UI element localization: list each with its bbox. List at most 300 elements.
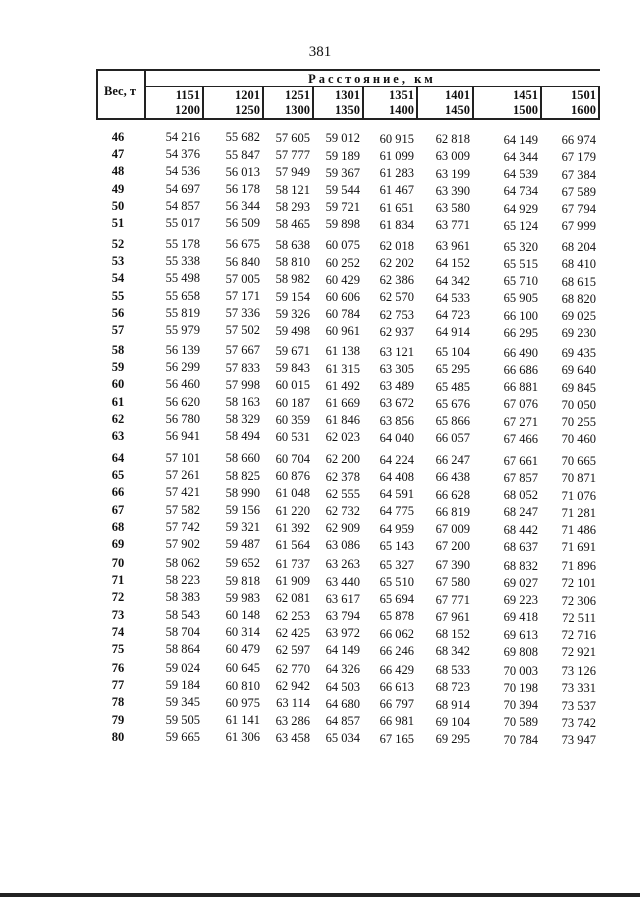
value-cell: 67 466 — [503, 431, 538, 446]
value-cell: 56 299 — [165, 360, 200, 375]
value-cell: 57 421 — [165, 485, 200, 500]
value-cell: 66 100 — [503, 308, 538, 323]
column-header-to: 1400 — [389, 103, 414, 117]
weight-cell: 73 — [111, 607, 125, 622]
value-cell: 64 539 — [503, 167, 538, 182]
value-cell: 63 114 — [276, 696, 310, 711]
value-cell: 61 651 — [379, 200, 414, 215]
value-cell: 62 378 — [325, 469, 360, 484]
value-cell: 62 023 — [325, 430, 360, 445]
weight-cell: 67 — [111, 502, 125, 517]
value-cell: 61 392 — [275, 520, 310, 535]
value-cell: 59 898 — [325, 217, 360, 232]
value-cell: 73 742 — [561, 715, 596, 730]
value-cell: 58 223 — [165, 573, 200, 588]
value-cell: 69 027 — [503, 575, 538, 590]
value-cell: 62 937 — [379, 324, 414, 339]
value-cell: 58 825 — [225, 468, 260, 483]
value-cell: 57 833 — [225, 360, 260, 375]
value-cell: 58 293 — [275, 199, 310, 214]
value-cell: 66 057 — [435, 431, 470, 446]
value-cell: 69 640 — [561, 363, 596, 378]
value-cell: 68 637 — [503, 539, 538, 554]
value-cell: 64 342 — [435, 273, 470, 288]
weight-cell: 49 — [111, 181, 125, 196]
value-cell: 71 076 — [561, 488, 596, 503]
value-cell: 63 286 — [275, 713, 310, 728]
value-cell: 60 810 — [225, 678, 260, 693]
weight-cell: 47 — [111, 147, 125, 162]
value-cell: 68 247 — [503, 505, 538, 520]
value-cell: 63 856 — [379, 413, 414, 428]
value-cell: 67 580 — [435, 575, 470, 590]
header-top-rule — [96, 69, 600, 71]
value-cell: 68 204 — [561, 240, 596, 255]
weight-cell: 61 — [111, 394, 125, 409]
value-cell: 66 246 — [379, 643, 414, 658]
value-cell: 57 336 — [225, 306, 260, 321]
value-cell: 63 305 — [379, 362, 414, 376]
value-cell: 60 531 — [275, 429, 310, 444]
value-cell: 62 200 — [325, 452, 360, 467]
column-header-divider — [472, 87, 474, 118]
value-cell: 56 013 — [225, 164, 260, 179]
value-cell: 60 606 — [325, 289, 360, 304]
value-cell: 60 876 — [275, 469, 310, 484]
value-cell: 59 156 — [225, 503, 260, 518]
value-cell: 61 909 — [275, 574, 310, 589]
weight-cell: 75 — [111, 642, 125, 656]
value-cell: 67 200 — [435, 539, 470, 554]
weight-cell: 57 — [111, 323, 125, 337]
weight-cell: 65 — [111, 468, 125, 483]
value-cell: 70 871 — [561, 471, 596, 486]
value-cell: 61 306 — [225, 730, 260, 745]
value-cell: 60 915 — [379, 131, 414, 146]
value-cell: 62 425 — [275, 625, 310, 640]
value-cell: 66 881 — [503, 380, 538, 395]
value-cell: 59 326 — [275, 306, 310, 321]
value-cell: 57 101 — [165, 451, 200, 465]
value-cell: 60 075 — [325, 238, 360, 253]
value-cell: 67 271 — [503, 414, 538, 429]
value-cell: 66 613 — [379, 680, 414, 694]
value-cell: 59 189 — [325, 148, 360, 163]
value-cell: 60 187 — [275, 395, 310, 410]
value-cell: 66 429 — [379, 662, 414, 677]
value-cell: 64 503 — [325, 679, 360, 694]
value-cell: 55 819 — [165, 305, 200, 320]
value-cell: 64 344 — [503, 149, 538, 164]
value-cell: 64 533 — [435, 290, 470, 305]
value-cell: 69 808 — [503, 644, 538, 659]
value-cell: 67 165 — [379, 731, 414, 746]
value-cell: 59 505 — [165, 712, 200, 727]
value-cell: 73 126 — [561, 664, 596, 679]
value-cell: 62 386 — [379, 273, 414, 288]
value-cell: 73 947 — [561, 732, 596, 747]
weight-cell: 63 — [111, 429, 125, 443]
value-cell: 60 645 — [225, 661, 260, 676]
value-cell: 59 184 — [165, 678, 200, 693]
value-cell: 63 458 — [275, 730, 310, 745]
value-cell: 68 410 — [561, 257, 596, 272]
value-cell: 58 383 — [165, 590, 200, 605]
value-cell: 64 040 — [379, 430, 414, 445]
column-header-from: 1201 — [235, 88, 260, 102]
value-cell: 56 460 — [165, 377, 200, 392]
value-cell: 66 438 — [435, 470, 470, 485]
value-cell: 58 660 — [225, 451, 260, 466]
value-cell: 61 737 — [275, 556, 310, 571]
value-cell: 57 998 — [225, 377, 260, 392]
value-cell: 59 843 — [275, 361, 310, 376]
value-cell: 62 942 — [275, 679, 310, 694]
value-cell: 59 498 — [275, 323, 310, 338]
value-cell: 65 905 — [503, 291, 538, 306]
value-cell: 65 320 — [503, 239, 538, 254]
value-cell: 63 121 — [379, 344, 414, 359]
value-cell: 65 515 — [503, 256, 538, 271]
value-cell: 54 216 — [165, 130, 200, 144]
value-cell: 55 682 — [225, 130, 260, 145]
column-header-to: 1300 — [285, 103, 310, 117]
value-cell: 69 295 — [435, 732, 470, 747]
value-cell: 59 367 — [325, 165, 360, 180]
value-cell: 60 429 — [325, 272, 360, 287]
value-cell: 60 252 — [325, 255, 360, 270]
value-cell: 56 620 — [165, 394, 200, 409]
value-cell: 62 732 — [325, 503, 360, 518]
value-cell: 67 179 — [561, 150, 596, 165]
column-header-from: 1351 — [389, 88, 414, 102]
value-cell: 63 199 — [435, 166, 470, 181]
weight-cell: 72 — [111, 590, 125, 605]
value-cell: 59 671 — [275, 343, 310, 358]
value-cell: 64 680 — [325, 696, 360, 711]
value-cell: 68 152 — [435, 627, 470, 642]
value-cell: 65 124 — [503, 218, 538, 233]
value-cell: 67 009 — [435, 522, 470, 537]
value-cell: 61 283 — [379, 166, 414, 181]
value-cell: 61 220 — [275, 503, 310, 518]
value-cell: 55 338 — [165, 254, 200, 269]
value-cell: 58 465 — [275, 216, 310, 231]
column-header-from: 1451 — [513, 88, 538, 102]
value-cell: 60 359 — [275, 412, 310, 427]
value-cell: 63 672 — [379, 396, 414, 411]
value-cell: 63 794 — [325, 608, 360, 623]
value-cell: 56 509 — [225, 216, 260, 231]
value-cell: 68 533 — [435, 663, 470, 678]
value-cell: 65 327 — [379, 557, 414, 572]
value-cell: 64 326 — [325, 662, 360, 677]
weight-cell: 50 — [111, 198, 125, 213]
value-cell: 67 589 — [561, 184, 596, 199]
column-header-to: 1250 — [235, 103, 260, 117]
value-cell: 57 502 — [225, 323, 260, 338]
value-cell: 60 975 — [225, 695, 260, 710]
value-cell: 68 723 — [435, 680, 470, 695]
value-cell: 56 941 — [165, 429, 200, 443]
header-bottom-rule — [96, 118, 600, 120]
value-cell: 56 344 — [225, 199, 260, 214]
column-header-from: 1251 — [285, 88, 310, 102]
value-cell: 59 721 — [325, 200, 360, 215]
value-cell: 59 024 — [165, 661, 200, 675]
value-cell: 61 492 — [325, 378, 360, 393]
value-cell: 64 723 — [435, 308, 470, 323]
value-cell: 63 972 — [325, 626, 360, 641]
value-cell: 64 408 — [379, 470, 414, 484]
value-cell: 58 990 — [225, 485, 260, 500]
value-cell: 65 034 — [325, 731, 360, 746]
value-cell: 73 537 — [561, 698, 596, 713]
value-cell: 66 247 — [435, 453, 470, 468]
value-cell: 73 331 — [561, 681, 596, 696]
value-cell: 69 104 — [435, 714, 470, 729]
value-cell: 66 819 — [435, 504, 470, 519]
column-header-from: 1401 — [445, 88, 470, 102]
value-cell: 71 281 — [561, 505, 596, 520]
value-cell: 55 847 — [225, 147, 260, 162]
value-cell: 68 914 — [435, 697, 470, 712]
value-cell: 57 777 — [275, 148, 310, 163]
weight-cell: 71 — [111, 573, 125, 588]
value-cell: 70 394 — [503, 698, 538, 713]
value-cell: 59 818 — [225, 573, 260, 588]
value-cell: 59 544 — [325, 182, 360, 197]
value-cell: 58 810 — [275, 255, 310, 270]
value-cell: 59 154 — [275, 289, 310, 304]
value-cell: 61 315 — [325, 361, 360, 376]
value-cell: 57 605 — [275, 130, 310, 145]
value-cell: 72 511 — [562, 610, 596, 625]
value-cell: 66 686 — [503, 362, 538, 377]
value-cell: 61 846 — [325, 413, 360, 428]
weight-cell: 76 — [111, 661, 125, 675]
value-cell: 72 716 — [561, 627, 596, 642]
value-cell: 66 295 — [503, 325, 538, 340]
weight-cell: 52 — [111, 237, 125, 251]
value-cell: 55 017 — [165, 216, 200, 230]
value-cell: 58 864 — [165, 642, 200, 656]
value-cell: 67 384 — [561, 167, 596, 182]
value-cell: 67 794 — [561, 201, 596, 216]
value-cell: 71 691 — [561, 540, 596, 555]
value-cell: 68 052 — [503, 488, 538, 503]
value-cell: 62 818 — [435, 132, 470, 147]
value-cell: 59 487 — [225, 537, 260, 552]
column-header-from: 1301 — [335, 88, 360, 102]
value-cell: 56 840 — [225, 254, 260, 269]
value-cell: 64 857 — [325, 713, 360, 728]
value-cell: 54 857 — [165, 198, 200, 213]
value-cell: 66 981 — [379, 714, 414, 729]
value-cell: 67 661 — [503, 453, 538, 468]
page-bottom-edge — [0, 893, 640, 897]
distance-header: Расстояние, км — [308, 72, 436, 86]
weight-cell: 55 — [111, 288, 125, 303]
column-header-to: 1600 — [571, 103, 596, 117]
weight-cell: 58 — [111, 343, 125, 357]
value-cell: 67 390 — [435, 558, 470, 573]
value-cell: 70 198 — [503, 680, 538, 695]
value-cell: 63 580 — [435, 201, 470, 216]
value-cell: 62 570 — [379, 290, 414, 305]
value-cell: 60 479 — [225, 642, 260, 657]
value-cell: 57 005 — [225, 271, 260, 286]
value-cell: 62 597 — [275, 642, 310, 657]
column-header-to: 1450 — [445, 103, 470, 117]
value-cell: 57 949 — [275, 165, 310, 180]
value-cell: 58 163 — [225, 395, 260, 410]
value-cell: 64 149 — [503, 132, 538, 147]
column-header-from: 1151 — [175, 88, 200, 102]
value-cell: 67 857 — [503, 470, 538, 485]
value-cell: 72 921 — [561, 645, 596, 660]
value-cell: 56 780 — [165, 411, 200, 426]
weight-cell: 51 — [111, 216, 125, 230]
value-cell: 69 845 — [561, 380, 596, 395]
weight-cell: 56 — [111, 305, 125, 320]
value-cell: 62 018 — [379, 238, 414, 253]
value-cell: 59 321 — [225, 520, 260, 535]
value-cell: 60 314 — [225, 625, 260, 640]
value-cell: 55 178 — [165, 237, 200, 251]
value-cell: 57 261 — [165, 468, 200, 483]
value-cell: 64 959 — [379, 521, 414, 536]
value-cell: 57 742 — [165, 519, 200, 534]
value-cell: 61 467 — [379, 183, 414, 198]
value-cell: 62 909 — [325, 521, 360, 536]
value-cell: 63 440 — [325, 574, 360, 589]
value-cell: 66 490 — [503, 345, 538, 360]
value-cell: 68 442 — [503, 522, 538, 537]
value-cell: 65 510 — [379, 575, 414, 589]
value-cell: 70 665 — [561, 454, 596, 469]
column-header-to: 1350 — [335, 103, 360, 117]
value-cell: 70 589 — [503, 715, 538, 730]
weight-cell: 59 — [111, 360, 125, 375]
value-cell: 63 390 — [435, 183, 470, 198]
value-cell: 54 697 — [165, 181, 200, 196]
weight-cell: 70 — [111, 556, 125, 570]
value-cell: 64 734 — [503, 184, 538, 199]
value-cell: 67 076 — [503, 397, 538, 412]
value-cell: 65 866 — [435, 414, 470, 429]
value-cell: 65 694 — [379, 592, 414, 607]
value-cell: 59 665 — [165, 729, 200, 744]
value-cell: 67 961 — [435, 609, 470, 624]
weight-cell: 54 — [111, 271, 125, 286]
value-cell: 65 676 — [435, 396, 470, 411]
value-cell: 61 099 — [379, 149, 414, 163]
weight-cell: 74 — [111, 624, 125, 639]
value-cell: 70 050 — [561, 397, 596, 412]
value-cell: 59 012 — [325, 131, 360, 146]
value-cell: 62 253 — [275, 608, 310, 623]
column-header-to: 1200 — [175, 103, 200, 117]
value-cell: 65 878 — [379, 609, 414, 624]
value-cell: 67 999 — [561, 219, 596, 234]
value-cell: 58 982 — [275, 272, 310, 287]
value-cell: 58 329 — [225, 412, 260, 427]
value-cell: 58 638 — [275, 237, 310, 252]
value-cell: 72 101 — [561, 576, 596, 591]
column-header-to: 1500 — [513, 103, 538, 117]
value-cell: 59 652 — [225, 556, 260, 571]
value-cell: 61 564 — [275, 537, 310, 552]
weight-cell: 68 — [111, 519, 125, 534]
value-cell: 70 784 — [503, 732, 538, 747]
weight-cell: 60 — [111, 377, 125, 392]
column-header-divider — [598, 87, 600, 118]
weight-cell: 64 — [111, 451, 125, 465]
value-cell: 69 418 — [503, 610, 538, 625]
value-cell: 65 104 — [435, 345, 470, 360]
value-cell: 68 820 — [561, 291, 596, 306]
value-cell: 61 138 — [325, 344, 360, 359]
value-cell: 66 062 — [379, 626, 414, 641]
value-cell: 68 342 — [435, 644, 470, 659]
value-cell: 69 025 — [561, 308, 596, 323]
value-cell: 61 048 — [275, 486, 310, 501]
value-cell: 56 139 — [165, 343, 200, 357]
weight-cell: 80 — [111, 729, 125, 744]
value-cell: 64 929 — [503, 201, 538, 216]
value-cell: 55 658 — [165, 288, 200, 303]
weight-cell: 69 — [111, 537, 125, 551]
value-cell: 62 555 — [325, 486, 360, 501]
value-cell: 57 171 — [225, 289, 260, 304]
weight-cell: 78 — [111, 695, 125, 710]
value-cell: 59 983 — [225, 590, 260, 605]
value-cell: 60 148 — [225, 608, 260, 623]
value-cell: 61 669 — [325, 395, 360, 410]
value-cell: 70 003 — [503, 663, 538, 678]
value-cell: 63 009 — [435, 149, 470, 164]
value-cell: 54 376 — [165, 147, 200, 162]
value-cell: 68 832 — [503, 558, 538, 573]
value-cell: 59 345 — [165, 695, 200, 710]
value-cell: 63 771 — [435, 218, 470, 233]
value-cell: 63 489 — [379, 379, 414, 394]
value-cell: 71 486 — [561, 522, 596, 537]
value-cell: 65 295 — [435, 362, 470, 377]
value-cell: 60 784 — [325, 307, 360, 322]
value-cell: 60 704 — [275, 451, 310, 466]
page-number: 381 — [308, 44, 332, 60]
value-cell: 66 628 — [435, 487, 470, 502]
weight-cell: 53 — [111, 254, 125, 269]
value-cell: 63 961 — [435, 239, 470, 254]
value-cell: 65 485 — [435, 379, 470, 394]
value-cell: 64 591 — [379, 487, 414, 502]
value-cell: 67 771 — [435, 592, 470, 607]
value-cell: 72 306 — [561, 593, 596, 608]
value-cell: 56 178 — [225, 182, 260, 197]
value-cell: 58 121 — [275, 182, 310, 197]
value-cell: 64 149 — [325, 643, 360, 658]
value-cell: 60 015 — [275, 378, 310, 393]
value-cell: 64 152 — [435, 256, 470, 271]
value-cell: 69 435 — [561, 346, 596, 361]
value-cell: 56 675 — [225, 237, 260, 252]
value-cell: 58 494 — [225, 429, 260, 444]
value-cell: 58 543 — [165, 607, 200, 622]
weight-cell: 62 — [111, 411, 125, 426]
